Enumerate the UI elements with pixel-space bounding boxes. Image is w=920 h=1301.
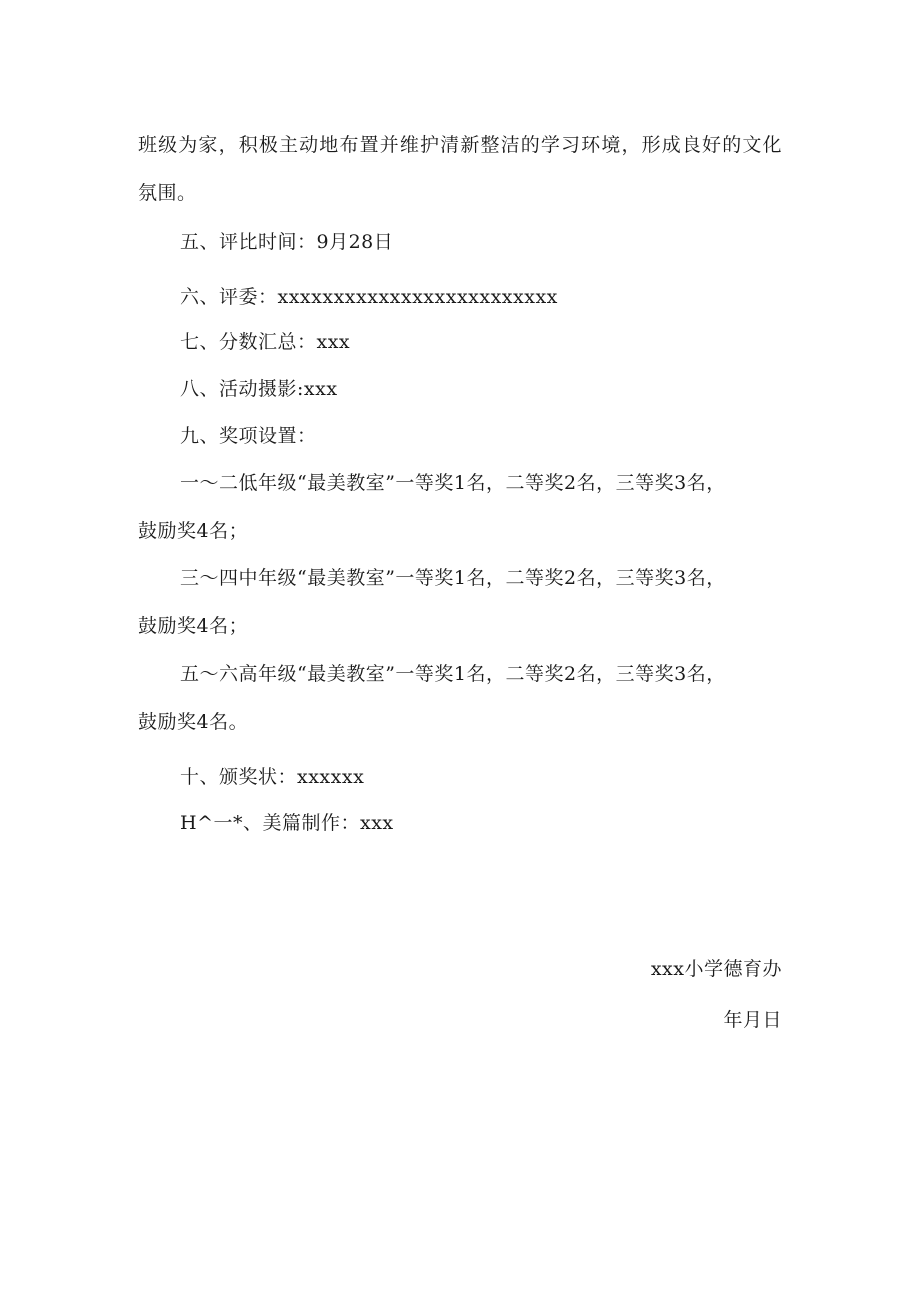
award-high-grade-line-2: 鼓励奖4名。 <box>138 711 249 733</box>
award-low-grade-line-2: 鼓励奖4名； <box>138 520 249 542</box>
award-mid-grade-line-1: 三～四中年级“最美教室”一等奖1名，二等奖2名，三等奖3名， <box>180 567 726 589</box>
section-certificates: 十、颁奖状：xxxxxx <box>180 766 365 788</box>
award-mid-grade-line-2: 鼓励奖4名； <box>138 615 249 637</box>
section-score-summary: 七、分数汇总：xxx <box>180 331 351 353</box>
section-awards-title: 九、奖项设置： <box>180 425 317 447</box>
signature-date: 年月日 <box>723 1009 782 1031</box>
signature-office: xxx小学德育办 <box>650 958 782 980</box>
section-meipian-production: H^一*、美篇制作：xxx <box>180 812 394 834</box>
award-high-grade-line-1: 五～六高年级“最美教室”一等奖1名，二等奖2名，三等奖3名， <box>180 663 726 685</box>
award-low-grade-line-1: 一～二低年级“最美教室”一等奖1名，二等奖2名，三等奖3名， <box>180 472 726 494</box>
section-photography: 八、活动摄影:xxx <box>180 378 338 400</box>
section-evaluation-time: 五、评比时间：9月28日 <box>180 231 394 253</box>
section-judges: 六、评委：xxxxxxxxxxxxxxxxxxxxxxxxx <box>180 286 558 308</box>
paragraph-environment-line-2: 氛围。 <box>138 182 197 204</box>
paragraph-environment-line-1: 班级为家，积极主动地布置并维护清新整洁的学习环境，形成良好的文化 <box>138 134 782 156</box>
